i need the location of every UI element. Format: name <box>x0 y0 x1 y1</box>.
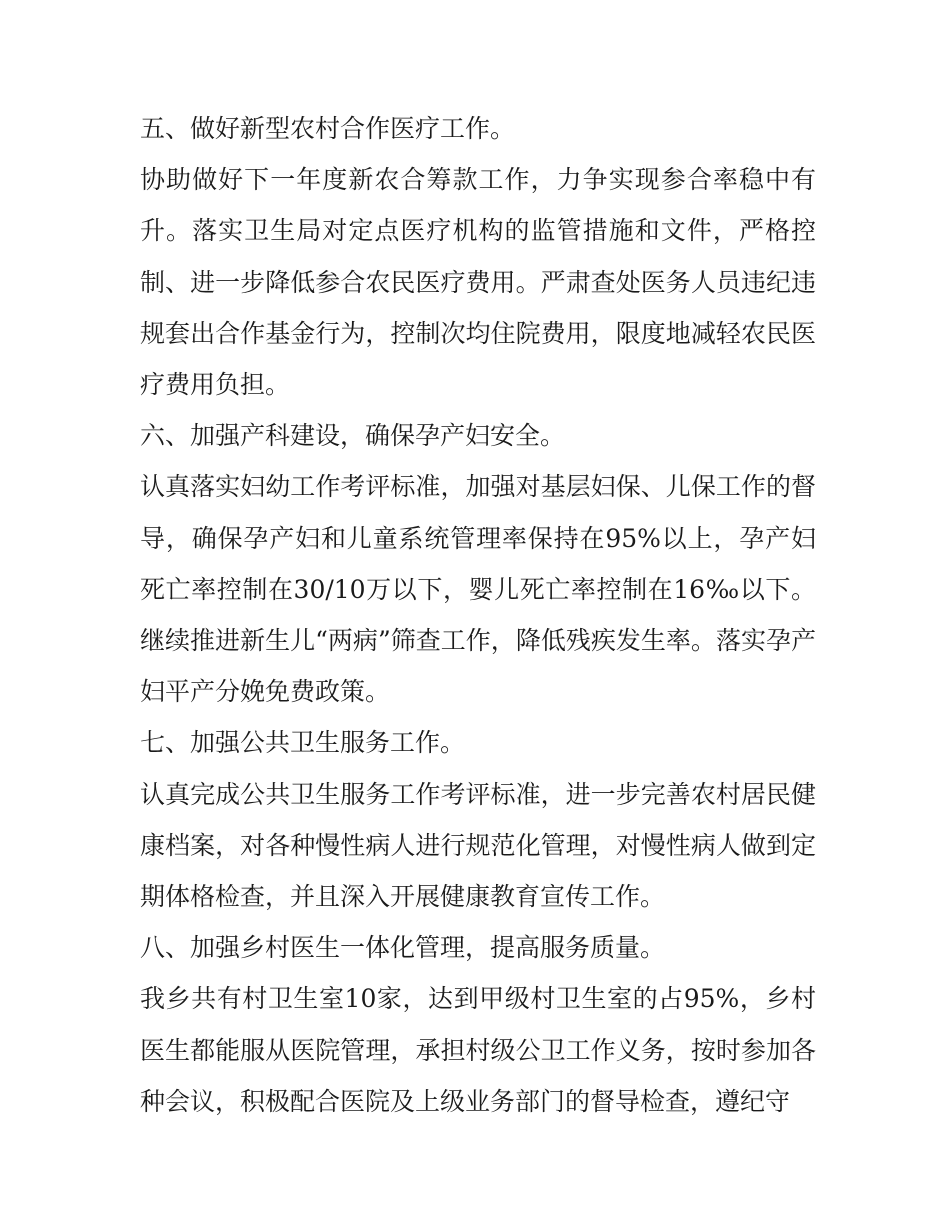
paragraph-village-doctors: 我乡共有村卫生室10家，达到甲级村卫生室的占95%，乡村医生都能服从医院管理，承担村级公卫工作义务，按时参加各种会议，积极配合医院及上级业务部门的督导检查，遵纪守 <box>140 984 816 1116</box>
section-heading-6: 六、加强产科建设，确保孕产妇安全。 <box>140 421 566 451</box>
document-body <box>140 103 816 1127</box>
paragraph-ncms: 协助做好下一年度新农合筹款工作，力争实现参合率稳中有升。落实卫生局对定点医疗机构的监管措施和文件，严格控制、进一步降低参合农民医疗费用。严肃查处医务人员违纪违规套出合作基金行为，控制次均住院费用，限度地减轻农民医疗费用负担。 <box>140 165 816 400</box>
section-heading-8: 八、加强乡村医生一体化管理，提高服务质量。 <box>140 933 666 963</box>
paragraph-public-health: 认真完成公共卫生服务工作考评标准，进一步完善农村居民健康档案，对各种慢性病人进行规范化管理，对慢性病人做到定期体格检查，并且深入开展健康教育宣传工作。 <box>140 779 816 912</box>
section-heading-5: 五、做好新型农村合作医疗工作。 <box>140 114 516 143</box>
paragraph-maternal-safety: 认真落实妇幼工作考评标准，加强对基层妇保、儿保工作的督导，确保孕产妇和儿童系统管理率保持在95%以上，孕产妇死亡率控制在30/10万以下，婴儿死亡率控制在16‰以下。继续推进新生儿“两病”筛查工作，降低残疾发生率。落实孕产妇平产分娩免费政策。 <box>140 472 816 707</box>
section-heading-7: 七、加强公共卫生服务工作。 <box>140 728 466 758</box>
